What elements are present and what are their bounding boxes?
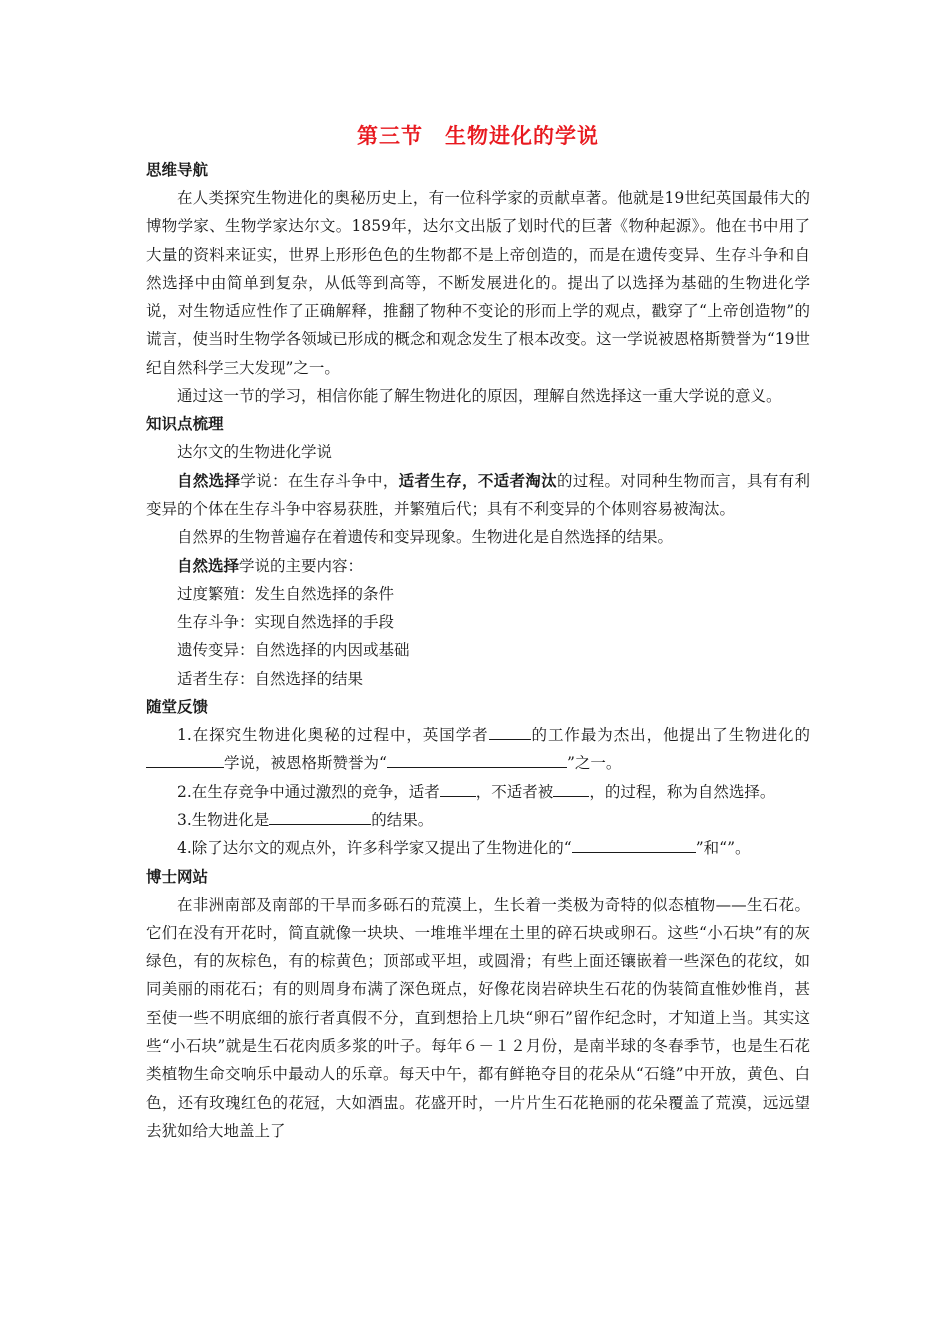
question-1-text-b: 的工作最为杰出，他提出了生物进化的 (530, 726, 810, 745)
answer-blank[interactable] (146, 751, 224, 768)
section-heading-knowledge: 知识点梳理 (146, 415, 224, 434)
question-2 (146, 778, 810, 806)
answer-blank[interactable] (269, 808, 371, 825)
question-1-text-d: ”之一。 (566, 754, 622, 773)
natural-selection-definition (146, 467, 810, 524)
question-3 (146, 806, 810, 834)
question-4-text-c: ”。 (727, 839, 751, 858)
answer-blank[interactable] (572, 836, 696, 853)
section-heading-website: 博士网站 (146, 867, 209, 886)
list-item: 遗传变异：自然选择的内因或基础 (177, 641, 410, 660)
section-heading-navigation: 思维导航 (146, 161, 209, 179)
navigation-paragraph-2: 通过这一节的学习，相信你能了解生物进化的原因，理解自然选择这一重大学说的意义。 (177, 387, 782, 406)
question-4-text-a: 4.除了达尔文的观点外，许多科学家又提出了生物进化的“ (177, 839, 572, 858)
knowledge-subheading: 达尔文的生物进化学说 (177, 443, 333, 462)
list-item: 生存斗争：实现自然选择的手段 (177, 613, 395, 632)
question-2-text-b: ，不适者被 (475, 782, 554, 801)
question-3-text-b: 的结果。 (371, 810, 434, 829)
main-content-text: 学说的主要内容： (239, 556, 364, 575)
main-content-intro (146, 552, 810, 580)
knowledge-paragraph-3: 自然界的生物普遍存在着遗传和变异现象。生物进化是自然选择的结果。 (177, 528, 674, 547)
term-survival-of-fittest: 适者生存，不适者淘汰 (398, 471, 557, 490)
definition-text-1: 学说：在生存斗争中， (240, 471, 399, 490)
term-natural-selection-2: 自然选择 (177, 556, 240, 575)
page-title: 第三节 生物进化的学说 (357, 124, 599, 148)
question-1-text-a: 1.在探究生物进化奥秘的过程中，英国学者 (177, 726, 489, 745)
question-1 (146, 721, 810, 778)
question-4-text-b: ”和“ (695, 839, 728, 858)
document-page (146, 118, 810, 1145)
answer-blank[interactable] (440, 780, 476, 797)
answer-blank[interactable] (387, 751, 567, 768)
website-paragraph-1: 在非洲南部及南部的干旱而多砾石的荒漠上，生长着一类极为奇特的似态植物——生石花。它们在没有开花时，简直就像一块块、一堆堆半埋在土里的碎石块或卵石。这些“小石块”有的灰绿色，有的灰棕色，有的棕黄色；顶部或平坦，或圆滑；有些上面还镶嵌着一些深色的花纹，如同美丽的雨花石；有的则周身布满了深色斑点，好像花岗岩碎块生石花的伪装简直惟妙惟肖，甚至使一些不明底细的旅行者真假不分，直到想拾上几块“卵石”留作纪念时，才知道上当。其实这些“小石块”就是生石花肉质多浆的叶子。每年６－１２月份，是南半球的冬春季节，也是生石花类植物生命交响乐中最动人的乐章。每天中午，都有鲜艳夺目的花朵从“石缝”中开放，黄色、白色，还有玫瑰红色的花冠，大如酒盅。花盛开时，一片片生石花艳丽的花朵覆盖了荒漠，远远望去犹如给大地盖上了 (146, 895, 810, 1140)
navigation-paragraph-1: 在人类探究生物进化的奥秘历史上，有一位科学家的贡献卓著。他就是19世纪英国最伟大的博物学家、生物学家达尔文。1859年，达尔文出版了划时代的巨著《物种起源》。他在书中用了大量的资料来证实，世界上形形色色的生物都不是上帝创造的，而是在遗传变异、生存斗争和自然选择中由简单到复杂，从低等到高等，不断发展进化的。提出了以选择为基础的生物进化学说，对生物适应性作了正确解释，推翻了物种不变论的形而上学的观点，戳穿了“上帝创造物”的谎言，使当时生物学各领域已形成的概念和观念发生了根本改变。这一学说被恩格斯赞誉为“19世纪自然科学三大发现”之一。 (146, 189, 810, 377)
term-natural-selection: 自然选择 (177, 471, 241, 490)
answer-blank[interactable] (553, 780, 589, 797)
question-4 (146, 834, 810, 862)
list-item: 适者生存：自然选择的结果 (177, 669, 364, 688)
question-3-text-a: 3.生物进化是 (177, 810, 270, 829)
section-heading-feedback: 随堂反馈 (146, 698, 209, 717)
question-2-text-c: ，的过程，称为自然选择。 (589, 782, 776, 801)
list-item: 过度繁殖：发生自然选择的条件 (177, 584, 395, 603)
question-2-text-a: 2.在生存竞争中通过激烈的竞争，适者 (177, 782, 440, 801)
answer-blank[interactable] (489, 723, 531, 740)
definition-text-2: 的过程。对同种生物而言，具有有利变异的个体在生存斗争中容易获胜，并繁殖后代；具有不利变异的个体则容易被淘汰。 (146, 471, 810, 518)
question-1-text-c: 学说，被恩格斯赞誉为“ (224, 754, 387, 773)
